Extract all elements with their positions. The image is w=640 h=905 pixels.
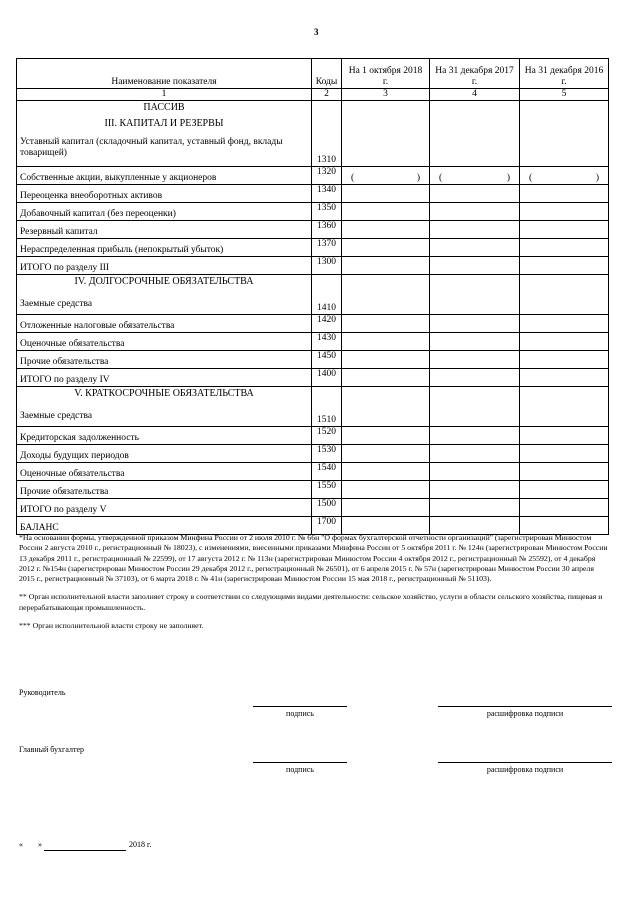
value-cell: [342, 274, 430, 314]
table-row: [17, 350, 609, 368]
head-decoding-line: [438, 706, 612, 707]
row-code: 1400: [312, 368, 342, 386]
value-cell: [430, 274, 520, 314]
table-row: [17, 462, 609, 480]
row-code: 1420: [312, 314, 342, 332]
row-code: 1310: [312, 100, 342, 166]
value-cell: [342, 498, 430, 516]
value-cell: [430, 444, 520, 462]
head-label: Руководитель: [19, 688, 66, 697]
row-label: Доходы будущих периодов: [17, 444, 312, 462]
row-code: 1350: [312, 202, 342, 220]
chief-accountant-label: Главный бухгалтер: [19, 745, 84, 754]
header-code-column: Коды: [312, 59, 342, 89]
date-year: 2018 г.: [129, 840, 152, 849]
value-cell: [342, 100, 430, 166]
row-label: БАЛАНС: [17, 516, 312, 534]
value-cell: [430, 256, 520, 274]
row-label: Прочие обязательства: [17, 480, 312, 498]
value-cell: [430, 462, 520, 480]
row-code: 1510: [312, 386, 342, 426]
row-label: ИТОГО по разделу III: [17, 256, 312, 274]
row-label: Собственные акции, выкупленные у акционеров: [17, 166, 312, 184]
row-label: Оценочные обязательства: [17, 462, 312, 480]
footnote-2: ** Орган исполнительной власти заполняет строку в соответствии со следующими видами деятельности: сельское хозяйство, услуги в области сельского хозяйства, пищевая и перерабатывающая промышленность.: [19, 592, 603, 612]
value-cell: [520, 184, 609, 202]
value-cell: [520, 426, 609, 444]
head-signature-line: [253, 706, 347, 707]
date-month-line: [44, 850, 126, 851]
row-label: ИТОГО по разделу V: [17, 498, 312, 516]
head-signature-caption: подпись: [286, 709, 314, 718]
table-row: [17, 516, 609, 534]
value-cell: [520, 220, 609, 238]
table-row: [17, 332, 609, 350]
row-label: [17, 386, 312, 426]
section-5-title: V. КРАТКОСРОЧНЫЕ ОБЯЗАТЕЛЬСТВА: [74, 387, 254, 399]
value-cell: [520, 238, 609, 256]
value-cell: [520, 202, 609, 220]
row-code: 1360: [312, 220, 342, 238]
table-row: [17, 238, 609, 256]
table-row: [17, 100, 609, 166]
page-number: 3: [314, 27, 319, 37]
table-row: [17, 256, 609, 274]
value-cell: [342, 238, 430, 256]
open-paren: (: [439, 173, 443, 183]
value-cell: [520, 314, 609, 332]
value-cell: [342, 220, 430, 238]
value-cell: [520, 444, 609, 462]
value-cell: [430, 184, 520, 202]
chief-decoding-line: [438, 762, 612, 763]
row-label: Добавочный капитал (без переоценки): [17, 202, 312, 220]
value-cell: [342, 314, 430, 332]
table-row: [17, 386, 609, 426]
row-code: 1520: [312, 426, 342, 444]
value-cell: [520, 350, 609, 368]
row-code: 1530: [312, 444, 342, 462]
column-number: 2: [312, 89, 342, 101]
column-number: 3: [342, 89, 430, 101]
value-cell: [520, 332, 609, 350]
head-decoding-caption: расшифровка подписи: [486, 709, 564, 718]
value-cell: [520, 516, 609, 534]
footnote-3: *** Орган исполнительной власти строку не заполняет.: [19, 620, 204, 630]
value-cell: [520, 368, 609, 386]
value-cell: [342, 368, 430, 386]
value-cell: [342, 202, 430, 220]
row-label-text: Заемные средства: [20, 299, 93, 310]
column-numbers-row: [17, 89, 609, 101]
balance-passive-table: [16, 58, 609, 535]
section-4-title: IV. ДОЛГОСРОЧНЫЕ ОБЯЗАТЕЛЬСТВА: [74, 275, 254, 287]
value-cell: [520, 100, 609, 166]
value-cell: [520, 166, 609, 184]
section-3-title: III. КАПИТАЛ И РЕЗЕРВЫ: [104, 118, 224, 130]
row-label: Переоценка внеоборотных активов: [17, 184, 312, 202]
close-paren: ): [506, 173, 510, 183]
table-row: [17, 444, 609, 462]
table-row: [17, 202, 609, 220]
close-paren: ): [416, 173, 420, 183]
row-label: [17, 100, 312, 166]
row-code: 1410: [312, 274, 342, 314]
row-code: 1300: [312, 256, 342, 274]
value-cell: [430, 202, 520, 220]
value-cell: [520, 386, 609, 426]
value-cell: [342, 184, 430, 202]
table-row: [17, 480, 609, 498]
chief-signature-line: [253, 762, 347, 763]
value-cell: [430, 332, 520, 350]
open-paren: (: [351, 173, 355, 183]
value-cell: [430, 516, 520, 534]
row-label: Прочие обязательства: [17, 350, 312, 368]
value-cell: [520, 462, 609, 480]
row-label: Оценочные обязательства: [17, 332, 312, 350]
value-cell: [520, 498, 609, 516]
row-label: ИТОГО по разделу IV: [17, 368, 312, 386]
table-row: [17, 314, 609, 332]
table-row: [17, 498, 609, 516]
table-row: [17, 220, 609, 238]
value-cell: [342, 516, 430, 534]
header-oct-2018-column: На 1 октября 2018 г.: [342, 59, 430, 89]
value-cell: [342, 386, 430, 426]
value-cell: [430, 314, 520, 332]
column-number: 4: [430, 89, 520, 101]
row-label: Отложенные налоговые обязательства: [17, 314, 312, 332]
value-cell: [430, 350, 520, 368]
value-cell: [342, 444, 430, 462]
value-cell: [342, 166, 430, 184]
column-number: 1: [17, 89, 312, 101]
table-row: [17, 368, 609, 386]
value-cell: [342, 350, 430, 368]
row-code: 1550: [312, 480, 342, 498]
header-name-column: Наименование показателя: [17, 59, 312, 89]
footnotes: [19, 533, 611, 639]
row-code: 1500: [312, 498, 342, 516]
row-code: 1370: [312, 238, 342, 256]
row-code: 1340: [312, 184, 342, 202]
open-paren: (: [529, 173, 533, 183]
row-label: Резервный капитал: [17, 220, 312, 238]
row-label-text: Уставный капитал (складочный капитал, уставный фонд, вклады товарищей): [20, 136, 283, 158]
row-code: 1450: [312, 350, 342, 368]
value-cell: [430, 220, 520, 238]
chief-decoding-caption: расшифровка подписи: [486, 765, 564, 774]
footnote-1: *На основании формы, утвержденной приказом Минфина России от 2 июля 2010 г. № 66н "О формах бухгалтерской отчетности организаций" (зарегистрирован Минюстом России 2 августа 2010 г., регистрационный № 18023), с изменениями, внесенными приказами Минфина России от 5 октября 2011 г. № 124н (зарегистрирован Минюстом России 13 декабря 2011 г., регистрационный № 22599), от 17 августа 2012 г. № 113н (зарегистрирован Минюстом России 4 октября 2012 г., регистрационный № 25592), от 4 декабря 2012 г. №154н (зарегистрирован Минюстом России 29 декабря 2012 г., регистрационный № 26501), от 6 апреля 2015 г. № 57н (зарегистрирован Минюстом России 30 апреля 2015 г., регистрационный № 37103), от 6 марта 2018 г. № 41н (зарегистрирован Минюстом России 15 мая 2018 г., регистрационный № 51103).: [19, 533, 608, 584]
value-cell: [520, 274, 609, 314]
chief-signature-caption: подпись: [286, 765, 314, 774]
row-label: [17, 274, 312, 314]
table-row: [17, 426, 609, 444]
value-cell: [520, 256, 609, 274]
value-cell: [430, 166, 520, 184]
value-cell: [342, 256, 430, 274]
column-number: 5: [520, 89, 609, 101]
value-cell: [430, 238, 520, 256]
value-cell: [430, 498, 520, 516]
row-code: 1540: [312, 462, 342, 480]
value-cell: [342, 480, 430, 498]
value-cell: [430, 368, 520, 386]
date-quote-open: «: [19, 840, 23, 849]
row-code: 1430: [312, 332, 342, 350]
header-dec-2017-column: На 31 декабря 2017 г.: [430, 59, 520, 89]
value-cell: [342, 462, 430, 480]
date-quote-close: »: [38, 840, 42, 849]
table-header-row: [17, 59, 609, 89]
row-code: 1700: [312, 516, 342, 534]
value-cell: [520, 480, 609, 498]
value-cell: [430, 386, 520, 426]
value-cell: [430, 480, 520, 498]
table-row: [17, 274, 609, 314]
close-paren: ): [595, 173, 599, 183]
row-code: 1320: [312, 166, 342, 184]
table-row: [17, 184, 609, 202]
value-cell: [430, 100, 520, 166]
row-label: Кредиторская задолженность: [17, 426, 312, 444]
header-dec-2016-column: На 31 декабря 2016 г.: [520, 59, 609, 89]
value-cell: [342, 332, 430, 350]
row-label: Нераспределенная прибыль (непокрытый убыток): [17, 238, 312, 256]
passiv-title: ПАССИВ: [143, 101, 185, 113]
value-cell: [430, 426, 520, 444]
table-row: [17, 166, 609, 184]
value-cell: [342, 426, 430, 444]
row-label-text: Заемные средства: [20, 411, 93, 422]
